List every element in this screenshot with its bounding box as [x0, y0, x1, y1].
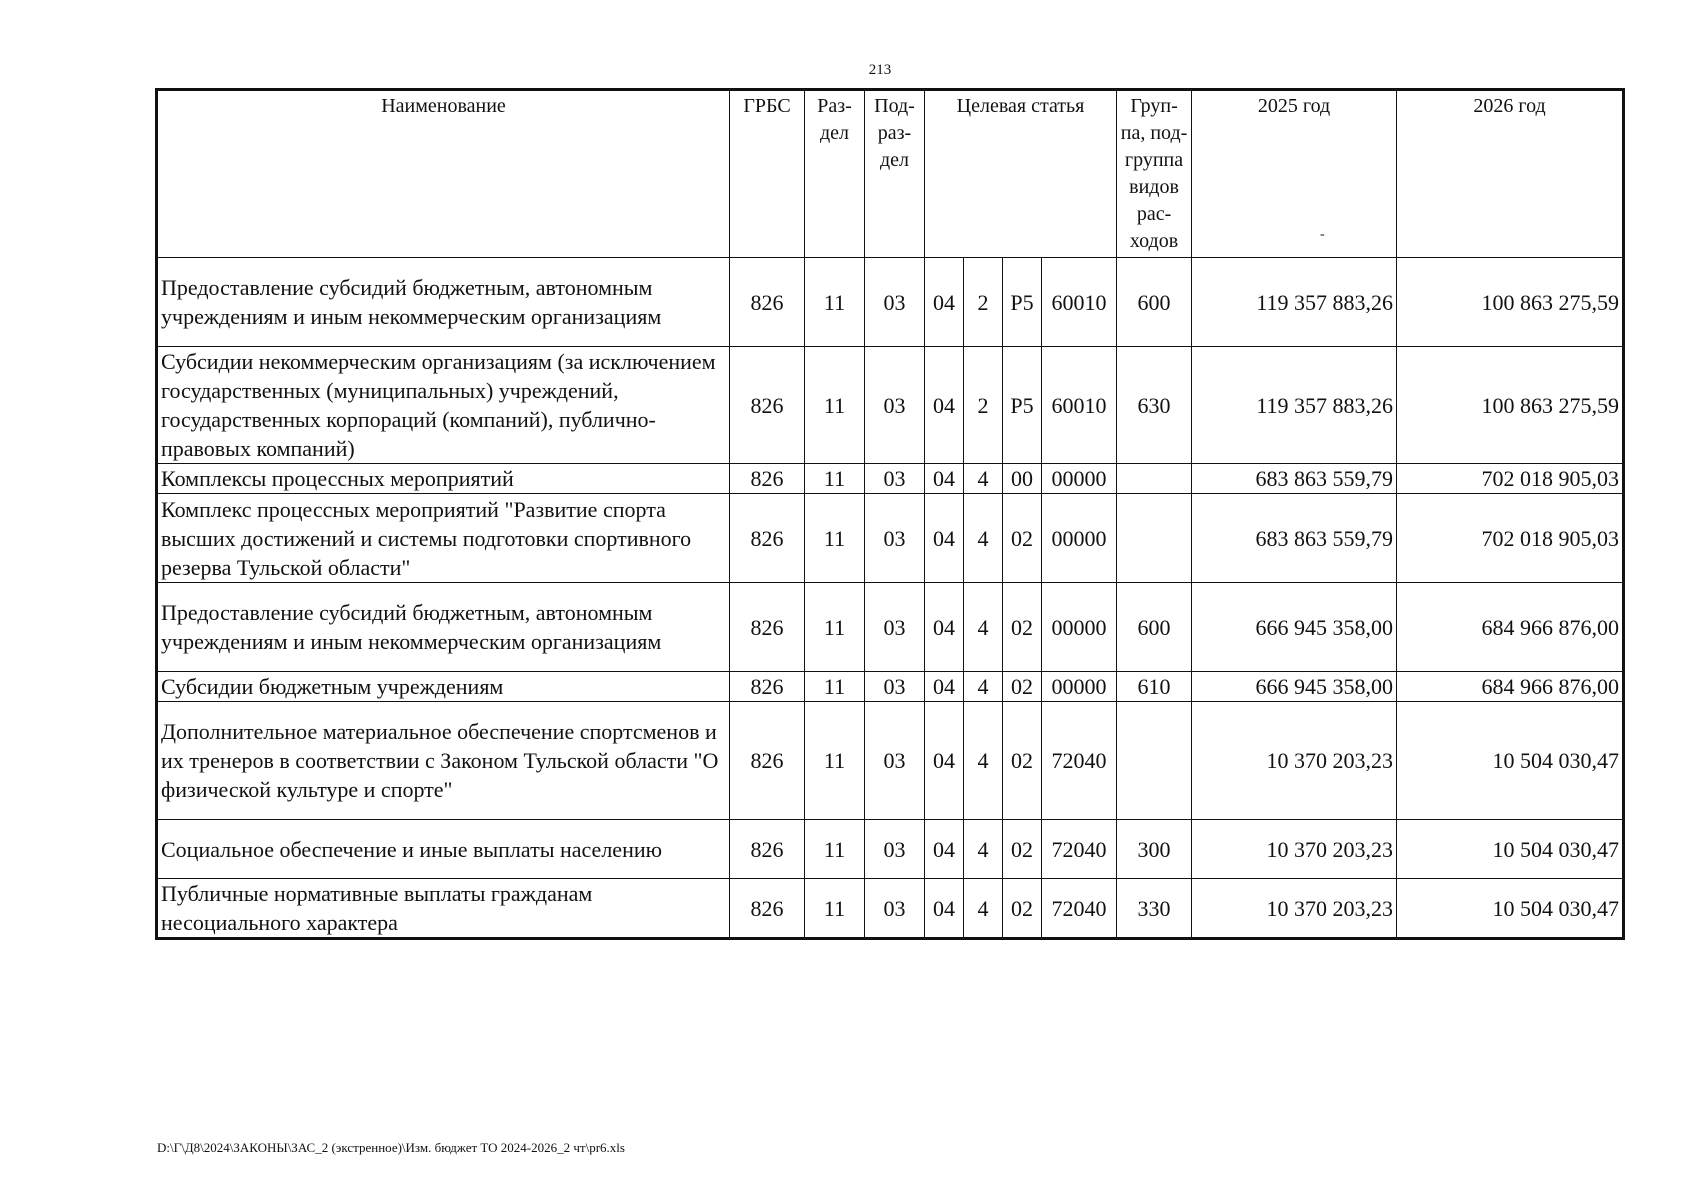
row-amount-2025: 119 357 883,26: [1192, 258, 1397, 347]
row-target-2: 4: [964, 494, 1003, 583]
file-path-footer: D:\Г\Д8\2024\ЗАКОНЫ\ЗАС_2 (экстренное)\Изм. бюджет ТО 2024-2026_2 чт\pr6.xls: [157, 1140, 625, 1155]
row-group: 600: [1117, 258, 1192, 347]
budget-table: [155, 88, 1625, 940]
row-target-2: 2: [964, 347, 1003, 464]
row-target-2: 4: [964, 879, 1003, 939]
row-amount-2025: 666 945 358,00: [1192, 672, 1397, 702]
row-target-2: 4: [964, 672, 1003, 702]
row-name: Предоставление субсидий бюджетным, автономным учреждениям и иным некоммерческим организациям: [157, 583, 730, 672]
row-podrazdel: 03: [865, 879, 925, 939]
row-grbs: 826: [730, 583, 805, 672]
row-name: Предоставление субсидий бюджетным, автономным учреждениям и иным некоммерческим организациям: [157, 258, 730, 347]
row-target-3: P5: [1003, 258, 1042, 347]
row-target-2: 4: [964, 820, 1003, 879]
row-target-4: 00000: [1042, 672, 1117, 702]
row-target-3: 02: [1003, 583, 1042, 672]
row-amount-2025: 683 863 559,79: [1192, 464, 1397, 494]
header-year-2025-label: 2025 год: [1257, 95, 1331, 117]
header-grbs: ГРБС: [730, 90, 805, 258]
row-amount-2026: 10 504 030,47: [1397, 820, 1624, 879]
row-name: Социальное обеспечение и иные выплаты населению: [157, 820, 730, 879]
row-group: [1117, 702, 1192, 820]
row-razdel: 11: [805, 672, 865, 702]
row-target-4: 00000: [1042, 583, 1117, 672]
row-target-1: 04: [925, 879, 964, 939]
row-target-3: 00: [1003, 464, 1042, 494]
row-target-2: 4: [964, 464, 1003, 494]
row-target-2: 4: [964, 702, 1003, 820]
row-target-3: 02: [1003, 672, 1042, 702]
row-target-3: P5: [1003, 347, 1042, 464]
row-grbs: 826: [730, 347, 805, 464]
row-target-1: 04: [925, 820, 964, 879]
row-amount-2025: 119 357 883,26: [1192, 347, 1397, 464]
table-row: [157, 820, 1624, 879]
row-amount-2026: 10 504 030,47: [1397, 702, 1624, 820]
row-target-2: 2: [964, 258, 1003, 347]
row-group: 630: [1117, 347, 1192, 464]
row-grbs: 826: [730, 672, 805, 702]
row-name: Комплексы процессных мероприятий: [157, 464, 730, 494]
row-group: 600: [1117, 583, 1192, 672]
row-target-1: 04: [925, 702, 964, 820]
row-podrazdel: 03: [865, 347, 925, 464]
row-podrazdel: 03: [865, 583, 925, 672]
row-amount-2026: 702 018 905,03: [1397, 494, 1624, 583]
table-row: [157, 258, 1624, 347]
row-podrazdel: 03: [865, 464, 925, 494]
table-row: [157, 672, 1624, 702]
header-row: [157, 90, 1624, 258]
row-razdel: 11: [805, 258, 865, 347]
row-amount-2025: 10 370 203,23: [1192, 702, 1397, 820]
table-row: [157, 702, 1624, 820]
row-target-4: 72040: [1042, 879, 1117, 939]
row-target-2: 4: [964, 583, 1003, 672]
row-target-4: 00000: [1042, 464, 1117, 494]
row-group: [1117, 464, 1192, 494]
row-target-3: 02: [1003, 879, 1042, 939]
table-row: [157, 879, 1624, 939]
row-target-3: 02: [1003, 820, 1042, 879]
row-amount-2026: 10 504 030,47: [1397, 879, 1624, 939]
row-target-3: 02: [1003, 494, 1042, 583]
table-row: [157, 464, 1624, 494]
row-amount-2026: 684 966 876,00: [1397, 583, 1624, 672]
header-podrazdel: Под- раз- дел: [865, 90, 925, 258]
header-name: Наименование: [157, 90, 730, 258]
row-grbs: 826: [730, 879, 805, 939]
row-razdel: 11: [805, 347, 865, 464]
row-razdel: 11: [805, 583, 865, 672]
row-target-4: 60010: [1042, 258, 1117, 347]
header-expense-group: Груп- па, под- группа видов рас- ходов: [1117, 90, 1192, 258]
page-number: 213: [868, 62, 892, 78]
table-row: [157, 583, 1624, 672]
row-group: 330: [1117, 879, 1192, 939]
row-grbs: 826: [730, 464, 805, 494]
row-razdel: 11: [805, 464, 865, 494]
row-amount-2025: 666 945 358,00: [1192, 583, 1397, 672]
row-amount-2026: 100 863 275,59: [1397, 347, 1624, 464]
row-target-1: 04: [925, 494, 964, 583]
header-target-article: Целевая статья: [925, 90, 1117, 258]
row-target-1: 04: [925, 258, 964, 347]
row-group: 300: [1117, 820, 1192, 879]
table-row: [157, 347, 1624, 464]
row-target-1: 04: [925, 583, 964, 672]
table-row: [157, 494, 1624, 583]
row-podrazdel: 03: [865, 494, 925, 583]
row-target-4: 72040: [1042, 820, 1117, 879]
row-target-4: 72040: [1042, 702, 1117, 820]
row-target-3: 02: [1003, 702, 1042, 820]
row-target-1: 04: [925, 672, 964, 702]
row-amount-2025: 683 863 559,79: [1192, 494, 1397, 583]
row-podrazdel: 03: [865, 820, 925, 879]
header-razdel: Раз- дел: [805, 90, 865, 258]
row-grbs: 826: [730, 702, 805, 820]
row-amount-2025: 10 370 203,23: [1192, 820, 1397, 879]
row-grbs: 826: [730, 258, 805, 347]
row-group: 610: [1117, 672, 1192, 702]
row-podrazdel: 03: [865, 258, 925, 347]
header-year-2025: [1192, 90, 1397, 258]
row-podrazdel: 03: [865, 672, 925, 702]
stray-mark: -: [1320, 227, 1325, 242]
row-name: Публичные нормативные выплаты гражданам несоциального характера: [157, 879, 730, 939]
row-target-4: 00000: [1042, 494, 1117, 583]
row-name: Дополнительное материальное обеспечение спортсменов и их тренеров в соответствии с Законом Тульской области "О физической культуре и спорте": [157, 702, 730, 820]
row-razdel: 11: [805, 494, 865, 583]
row-amount-2026: 100 863 275,59: [1397, 258, 1624, 347]
row-amount-2026: 684 966 876,00: [1397, 672, 1624, 702]
row-group: [1117, 494, 1192, 583]
row-grbs: 826: [730, 494, 805, 583]
row-target-4: 60010: [1042, 347, 1117, 464]
row-name: Субсидии бюджетным учреждениям: [157, 672, 730, 702]
row-podrazdel: 03: [865, 702, 925, 820]
row-razdel: 11: [805, 820, 865, 879]
row-razdel: 11: [805, 702, 865, 820]
header-year-2026: 2026 год: [1397, 90, 1624, 258]
row-name: Комплекс процессных мероприятий "Развитие спорта высших достижений и системы подготовки спортивного резерва Тульской области": [157, 494, 730, 583]
row-amount-2025: 10 370 203,23: [1192, 879, 1397, 939]
row-target-1: 04: [925, 464, 964, 494]
row-razdel: 11: [805, 879, 865, 939]
row-amount-2026: 702 018 905,03: [1397, 464, 1624, 494]
row-name: Субсидии некоммерческим организациям (за исключением государственных (муниципальных) учреждений, государственных корпораций (компаний), публично-правовых компаний): [157, 347, 730, 464]
row-grbs: 826: [730, 820, 805, 879]
row-target-1: 04: [925, 347, 964, 464]
